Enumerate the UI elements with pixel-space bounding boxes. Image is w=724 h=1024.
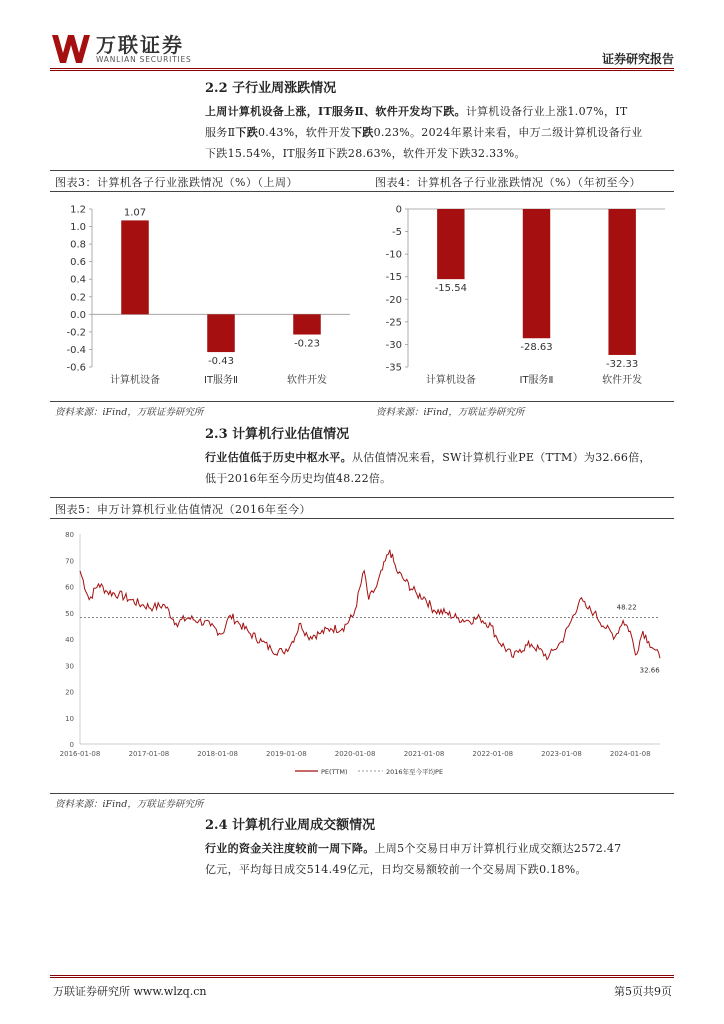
fig3-bar — [121, 220, 149, 314]
fig3-y-tick-label: 1.0 — [70, 222, 86, 234]
fig3-value-label: -0.43 — [208, 356, 234, 368]
footer-divider-2 — [50, 977, 674, 978]
page-number: 第5页共9页 — [614, 985, 672, 998]
fig3-value-label: 1.07 — [123, 207, 147, 219]
fig3-y-tick-label: 0.8 — [70, 239, 86, 251]
fig4-value-label: -28.63 — [520, 342, 553, 354]
fig4-category-label: 计算机设备 — [425, 375, 476, 386]
figure-4-source: 资料来源：iFind，万联证券研究所 — [376, 407, 525, 418]
wanlian-logo-icon — [50, 33, 92, 65]
figure-5-top-rule — [50, 497, 674, 498]
section-2-4-lead: 行业的资金关注度较前一周下降。 — [205, 842, 375, 855]
fig4-bar — [608, 209, 635, 355]
fig3-y-tick-label: 0.2 — [70, 292, 86, 304]
section-2-2-title: 2.2 子行业周涨跌情况 — [205, 81, 337, 96]
section-2-3-title: 2.3 计算机行业估值情况 — [205, 427, 350, 442]
fig4-y-tick-label: -20 — [385, 294, 402, 306]
section-2-4-paragraph — [205, 838, 675, 880]
header-divider — [50, 68, 674, 69]
fig3-bar — [293, 314, 321, 334]
fig5-x-tick-label: 2019-01-08 — [266, 750, 307, 758]
fig4-y-tick-label: 0 — [395, 204, 402, 216]
fig3-y-tick-label: -0.4 — [66, 344, 86, 356]
fig4-y-tick-label: -15 — [385, 272, 402, 284]
fig5-y-tick-label: 30 — [65, 662, 74, 671]
fig3-category-label: 计算机设备 — [110, 375, 160, 386]
figure-3-title: 图表3：计算机各子行业涨跌情况（%）（上周） — [55, 176, 298, 189]
fig3-y-tick-label: 1.2 — [70, 204, 86, 216]
section-2-2-paragraph — [205, 101, 675, 164]
logo-name: 万联证券 — [96, 32, 184, 57]
s22-line3: 下跌15.54%，IT服务Ⅱ下跌28.63%，软件开发下跌32.33%。 — [205, 147, 526, 160]
figure-4-title: 图表4：计算机各子行业涨跌情况（%）（年初至今） — [375, 176, 641, 189]
fig3-y-tick-label: 0.0 — [70, 309, 86, 321]
fig5-x-tick-label: 2021-01-08 — [403, 750, 445, 758]
s23-line1: 从估值情况来看，SW计算机行业PE（TTM）为32.66倍， — [351, 451, 651, 464]
fig5-y-tick-label: 70 — [65, 557, 74, 566]
s24-line2: 亿元，平均每日成交514.49亿元，日均交易额较前一个交易周下跌0.18%。 — [205, 863, 587, 876]
s23-line2: 低于2016年至今历史均值48.22倍。 — [205, 472, 392, 485]
header-divider-2 — [50, 70, 674, 71]
fig3-bar — [207, 314, 235, 352]
s22-line2e: 0.23%。2024年累计来看，申万二级计算机设备行业 — [373, 126, 643, 139]
fig5-legend-pe-label: PE(TTM) — [321, 768, 348, 776]
figure-3-bar-chart — [50, 195, 360, 395]
figure-bottom-rule — [50, 401, 674, 402]
s22-line1: 计算机设备行业上涨1.07%，IT — [465, 105, 628, 118]
fig5-x-tick-label: 2024-01-08 — [609, 750, 651, 758]
fig5-x-tick-label: 2022-01-08 — [472, 750, 514, 758]
fig3-y-tick-label: 0.4 — [70, 274, 86, 286]
fig4-y-tick-label: -25 — [385, 317, 402, 329]
figure-top-rule — [50, 170, 674, 171]
figure-5-title-rule — [50, 518, 674, 519]
fig4-value-label: -15.54 — [434, 283, 467, 295]
fig3-y-tick-label: 0.6 — [70, 257, 86, 269]
fig3-category-label: 软件开发 — [287, 375, 327, 386]
logo — [50, 33, 192, 65]
fig5-x-tick-label: 2023-01-08 — [541, 750, 582, 758]
figure-5-line-chart — [50, 522, 674, 790]
fig5-y-tick-label: 50 — [65, 609, 74, 618]
fig5-y-tick-label: 10 — [65, 714, 74, 723]
fig5-y-tick-label: 0 — [69, 741, 74, 749]
fig4-bar — [523, 209, 550, 338]
section-2-2-lead: 上周计算机设备上涨，IT服务Ⅱ、软件开发均下跌。 — [205, 105, 466, 118]
figure-3-source: 资料来源：iFind，万联证券研究所 — [55, 407, 204, 418]
section-2-3-lead: 行业估值低于历史中枢水平。 — [205, 451, 352, 464]
fig4-value-label: -32.33 — [606, 358, 639, 370]
s22-line2c: 0.43%，软件开发 — [258, 126, 351, 139]
section-2-3-paragraph — [205, 447, 675, 489]
fig5-y-tick-label: 20 — [65, 688, 74, 697]
logo-english-name: WANLIAN SECURITIES — [96, 54, 192, 64]
fig3-category-label: IT服务Ⅱ — [204, 375, 238, 386]
fig3-value-label: -0.23 — [294, 338, 320, 350]
fig4-category-label: IT服务Ⅱ — [519, 375, 554, 386]
s22-line2a: 服务Ⅱ — [205, 126, 236, 139]
fig5-x-tick-label: 2016-01-08 — [59, 750, 101, 758]
report-type: 证券研究报告 — [601, 52, 674, 66]
fig5-legend-average-label: 2016年至今平均PE — [386, 768, 444, 776]
figure-4-bar-chart — [370, 195, 675, 395]
fig5-average-annotation: 48.22 — [616, 603, 637, 612]
fig5-x-tick-label: 2018-01-08 — [197, 750, 238, 758]
fig5-x-tick-label: 2017-01-08 — [128, 750, 170, 758]
s22-line2b: 下跌 — [235, 126, 258, 139]
fig5-pe-series-line — [80, 550, 660, 660]
figure-5-source: 资料来源：iFind，万联证券研究所 — [55, 799, 204, 810]
fig4-category-label: 软件开发 — [602, 375, 643, 386]
figure-5-bottom-rule — [50, 793, 674, 794]
s22-line2d: 下跌 — [350, 126, 374, 139]
fig5-y-tick-label: 80 — [65, 531, 74, 539]
fig5-latest-annotation: 32.66 — [639, 666, 660, 675]
figure-5-title: 图表5：申万计算机行业估值情况（2016年至今） — [55, 503, 311, 516]
s24-line1: 上周5个交易日申万计算机行业成交额达2572.47 — [374, 842, 622, 855]
fig5-y-tick-label: 40 — [65, 636, 74, 644]
footer-website: 万联证券研究所 www.wlzq.cn — [53, 985, 207, 998]
fig3-y-tick-label: -0.6 — [66, 362, 86, 374]
fig3-y-tick-label: -0.2 — [66, 327, 86, 339]
section-2-4-title: 2.4 计算机行业周成交额情况 — [205, 818, 376, 833]
fig4-y-tick-label: -30 — [385, 339, 402, 351]
fig4-y-tick-label: -10 — [385, 249, 402, 261]
fig4-bar — [437, 209, 464, 279]
fig5-x-tick-label: 2020-01-08 — [334, 750, 376, 758]
footer-divider — [50, 975, 674, 976]
figure-title-rule — [50, 191, 674, 192]
fig5-y-tick-label: 60 — [65, 583, 74, 592]
fig4-y-tick-label: -5 — [392, 227, 402, 239]
fig4-y-tick-label: -35 — [385, 362, 402, 374]
